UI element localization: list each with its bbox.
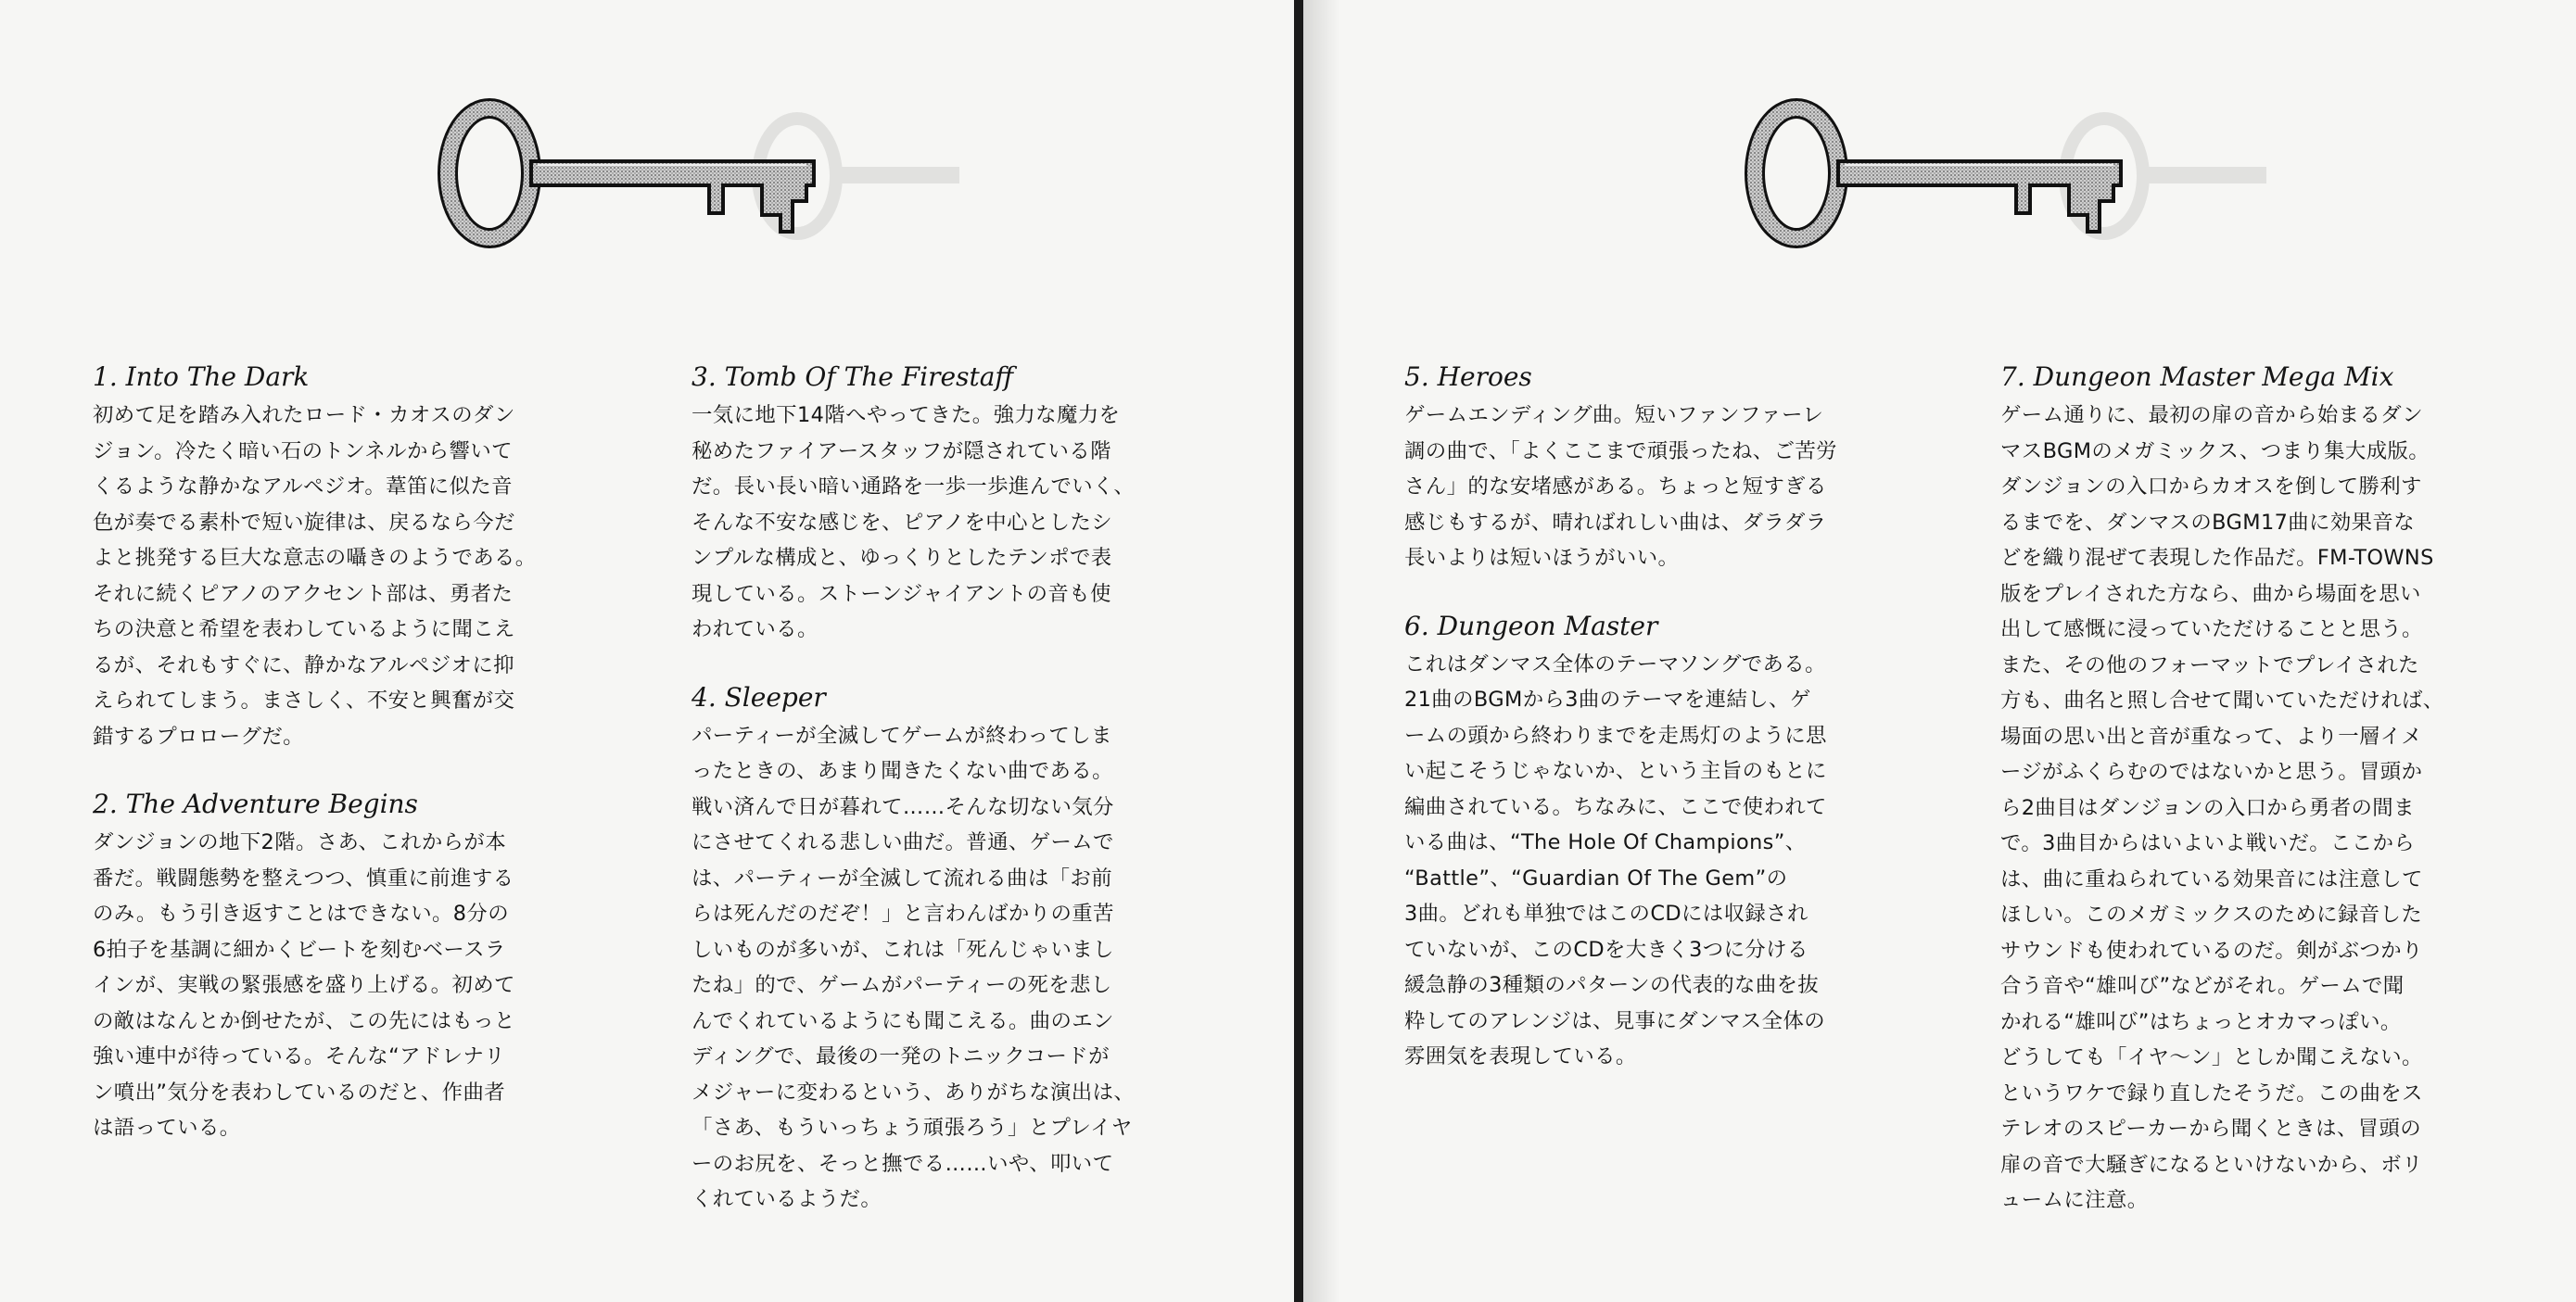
text-line: どを織り混ぜて表現した作品だ。FM-TOWNS [2000,546,2434,570]
text-line: は、曲に重ねられている効果音には注意して [2000,866,2423,891]
track-entry [1404,359,1923,576]
text-line: 一気に地下14階へやってきた。強力な魔力を [692,403,1121,427]
text-line: 編曲されている。ちなみに、ここで使われて [1404,794,1827,819]
text-line: 長いよりは短いほうがいい。 [1404,546,1680,570]
track-description [2000,398,2519,1219]
track-title: 2. The Adventure Begins [93,789,418,819]
text-line: ちの決意と希望を表わしているように聞こえ [93,617,515,641]
text-line: は語っている。 [93,1116,241,1140]
spine-shadow [1303,0,1340,1302]
booklet-spine [1294,0,1303,1302]
text-line: 初めて足を踏み入れたロード・カオスのダン [93,403,515,427]
text-line: らは死んだのだぞ！」と言わんばかりの重苦 [692,902,1114,926]
text-line: 戦い済んで日が暮れて……そんな切ない気分 [692,794,1114,819]
text-line: さん」的な安堵感がある。ちょっと短すぎる [1404,474,1827,499]
track-description [1404,398,1923,576]
text-line: のみ。もう引き返すことはできない。8分の [93,902,510,926]
text-line: というワケで録り直したそうだ。この曲をス [2000,1081,2423,1106]
text-line: ダンジョンの入口からカオスを倒して勝利す [2000,474,2422,499]
text-line: るまでを、ダンマスのBGM17曲に効果音な [2000,510,2416,535]
text-line: どうしても「イヤ〜ン」としか聞こえない。 [2000,1045,2423,1069]
text-line: ンプルな構成と、ゆっくりとしたテンポで表 [692,546,1112,570]
track-title: 5. Heroes [1404,361,1532,392]
track-entry [93,359,612,754]
text-line: しいものが多いが、これは「死んじゃいまし [692,937,1114,962]
text-line: 21曲のBGMから3曲のテーマを連結し、ゲ [1404,688,1811,712]
text-line: インが、実戦の緊張感を盛り上げる。初めて [93,973,515,997]
text-line: い起こそうじゃないか、という主旨のもとに [1404,759,1827,783]
text-line: るが、それもすぐに、静かなアルペジオに抑 [93,652,514,677]
text-line: で。3曲目からはいよいよ戦いだ。ここから [2000,831,2416,855]
text-line: 扉の音で大騒ぎになるといけないから、ボリ [2000,1152,2423,1177]
track-title: 7. Dungeon Master Mega Mix [2000,361,2394,392]
text-line: 粋してのアレンジは、見事にダンマス全体の [1404,1008,1826,1033]
right-page-column-2 [2000,359,2519,1250]
track-title: 4. Sleeper [692,681,826,713]
text-line: ゲーム通りに、最初の扉の音から始まるダン [2000,403,2424,427]
track-entry [93,786,612,1146]
track-description [93,825,612,1146]
text-line: ゲームエンディング曲。短いファンファーレ [1404,403,1824,427]
text-line: 場面の思い出と音が重なって、より一層イメ [2000,724,2423,749]
text-line: くるような静かなアルペジオ。葦笛に似た音 [93,474,513,499]
key-icon [1743,85,2132,261]
text-line: パーティーが全滅してゲームが終わってしま [692,723,1112,748]
track-title: 1. Into The Dark [93,361,310,392]
text-line: んでくれているようにも聞こえる。曲のエン [692,1008,1114,1033]
text-line: いる曲は、“The Hole Of Champions”、 [1404,830,1807,854]
text-line: よと挑発する巨大な意志の囁きのようである。 [93,546,537,570]
track-title: 3. Tomb Of The Firestaff [692,361,1014,392]
right-page-column-1 [1404,359,1923,1106]
text-line: ージがふくらむのではないかと思う。冒頭か [2000,760,2423,784]
text-line: 調の曲で、「よくここまで頑張ったね、ご苦労 [1404,438,1837,463]
text-line: 雰囲気を表現している。 [1404,1044,1637,1068]
text-line: は、パーティーが全滅して流れる曲は「お前 [692,866,1113,891]
text-line: メジャーに変わるという、ありがちな演出は、 [692,1080,1136,1105]
text-line: だ。長い長い暗い通路を一歩一歩進んでいく、 [692,474,1136,499]
text-line: そんな不安な感じを、ピアノを中心としたシ [692,510,1113,535]
text-line: ほしい。このメガミックスのために録音した [2000,903,2423,927]
text-line: ら2曲目はダンジョンの入口から勇者の間ま [2000,795,2415,820]
text-line: くれているようだ。 [692,1187,882,1211]
left-page-column-2 [692,359,1211,1249]
text-line: 現している。ストーンジャイアントの音も使 [692,581,1111,606]
track-description [93,398,612,754]
track-description [692,398,1211,648]
track-description [692,718,1211,1218]
text-line: それに続くピアノのアクセント部は、勇者た [93,581,514,606]
text-line: テレオのスピーカーから聞くときは、冒頭の [2000,1117,2422,1141]
text-line: また、その他のフォーマットでプレイされた [2000,652,2419,677]
text-line: ディングで、最後の一発のトニックコードが [692,1044,1110,1068]
text-line: ームの頭から終わりまでを走馬灯のように思 [1404,723,1827,748]
text-line: マスBGMのメガミックス、つまり集大成版。 [2000,438,2430,463]
text-line: 番だ。戦闘態勢を整えつつ、慎重に前進する [93,866,514,891]
text-line: 錯するプロローグだ。 [93,724,304,749]
text-line: 出して感慨に浸っていただけることと思う。 [2000,617,2423,641]
text-line: ュームに注意。 [2000,1188,2149,1212]
text-line: ていないが、このCDを大きく3つに分ける [1404,937,1808,962]
text-line: ーのお尻を、そっと撫でる……いや、叩いて [692,1151,1114,1176]
track-entry [2000,359,2519,1219]
key-icon [436,85,825,261]
text-line: “Battle”、“Guardian Of The Gem”の [1404,866,1788,891]
text-line: 6拍子を基調に細かくビートを刻むベースラ [93,937,506,962]
text-line: 色が奏でる素朴で短い旋律は、戻るなら今だ [93,510,515,535]
text-line: これはダンマス全体のテーマソングである。 [1404,651,1826,676]
text-line: えられてしまう。まさしく、不安と興奮が交 [93,689,515,713]
text-line: サウンドも使われているのだ。剣がぶつかり [2000,938,2423,963]
text-line: 3曲。どれも単独ではこのCDには収録され [1404,902,1808,926]
text-line: われている。 [692,617,818,641]
text-line: ったときの、あまり聞きたくない曲である。 [692,759,1113,783]
track-entry [692,679,1211,1218]
text-line: 強い連中が待っている。そんな“アドレナリ [93,1044,506,1068]
text-line: 感じもするが、晴ればれしい曲は、ダラダラ [1404,510,1827,535]
text-line: ダンジョンの地下2階。さあ、これからが本 [93,830,506,854]
track-entry [692,359,1211,648]
text-line: 秘めたファイアースタッフが隠されている階 [692,438,1111,463]
track-title: 6. Dungeon Master [1404,610,1658,641]
text-line: 「さあ、もういっちょう頑張ろう」とプレイヤ [692,1116,1133,1140]
text-line: にさせてくれる悲しい曲だ。普通、ゲームで [692,830,1114,854]
text-line: かれる“雄叫び”はちょっとオカマっぽい。 [2000,1009,2402,1034]
text-line: 版をプレイされた方なら、曲から場面を思い [2000,581,2421,606]
track-description [1404,647,1923,1075]
text-line: ン噴出”気分を表わしているのだと、作曲者 [93,1080,506,1105]
left-page-column-1 [93,359,612,1178]
text-line: 方も、曲名と照し合せて聞いていただければ、 [2000,689,2444,713]
text-line: ジョン。冷たく暗い石のトンネルから響いて [93,438,513,463]
track-entry [1404,608,1923,1075]
text-line: たね」的で、ゲームがパーティーの死を悲し [692,973,1112,997]
text-line: の敵はなんとか倒せたが、この先にはもっと [93,1008,515,1033]
text-line: 合う音や“雄叫び”などがそれ。ゲームで聞 [2000,974,2405,998]
text-line: 緩急静の3種類のパターンの代表的な曲を抜 [1404,973,1820,997]
